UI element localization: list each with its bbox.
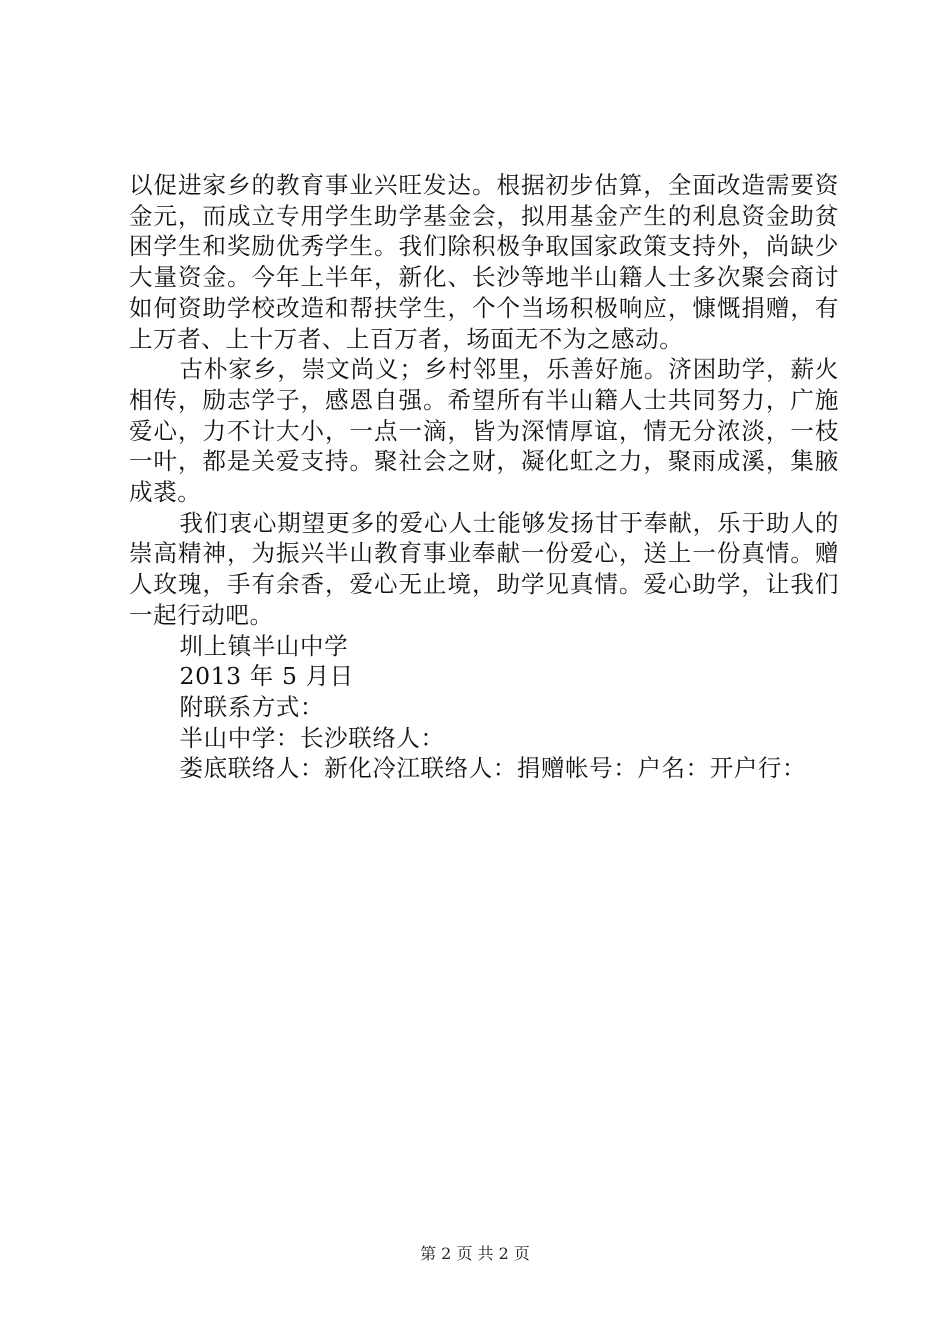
date-line: 2013 年 5 月日 xyxy=(179,662,354,691)
paragraph-3: 我们衷心期望更多的爱心人士能够发扬甘于奉献，乐于助人的崇高精神，为振兴半山教育事业奉献一份爱心，送上一份真情。赠人玫瑰，手有余香，爱心无止境，助学见真情。爱心助学，让我们一起行动吧。 xyxy=(129,508,839,629)
signature-line: 圳上镇半山中学 xyxy=(179,631,349,660)
document-body xyxy=(129,170,839,784)
paragraph-2: 古朴家乡，崇文尚义；乡村邻里，乐善好施。济困助学，薪火相传，励志学子，感恩自强。希望所有半山籍人士共同努力，广施爱心，力不计大小，一点一滴，皆为深情厚谊，情无分浓淡，一枝一叶，都是关爱支持。聚社会之财，凝化虹之力，聚雨成溪，集腋成裘。 xyxy=(129,355,839,507)
contact-line-2: 娄底联络人：新化冷江联络人：捐赠帐号：户名：开户行： xyxy=(179,754,807,783)
contact-heading: 附联系方式： xyxy=(179,692,325,721)
paragraph-1: 以促进家乡的教育事业兴旺发达。根据初步估算，全面改造需要资金元，而成立专用学生助学基金会，拟用基金产生的利息资金助贫困学生和奖励优秀学生。我们除积极争取国家政策支持外，尚缺少大量资金。今年上半年，新化、长沙等地半山籍人士多次聚会商讨如何资助学校改造和帮扶学生，个个当场积极响应，慷慨捐赠，有上万者、上十万者、上百万者，场面无不为之感动。 xyxy=(129,171,839,353)
page-footer: 第 2 页 共 2 页 xyxy=(420,1244,530,1263)
contact-line-1: 半山中学：长沙联络人： xyxy=(179,723,445,752)
